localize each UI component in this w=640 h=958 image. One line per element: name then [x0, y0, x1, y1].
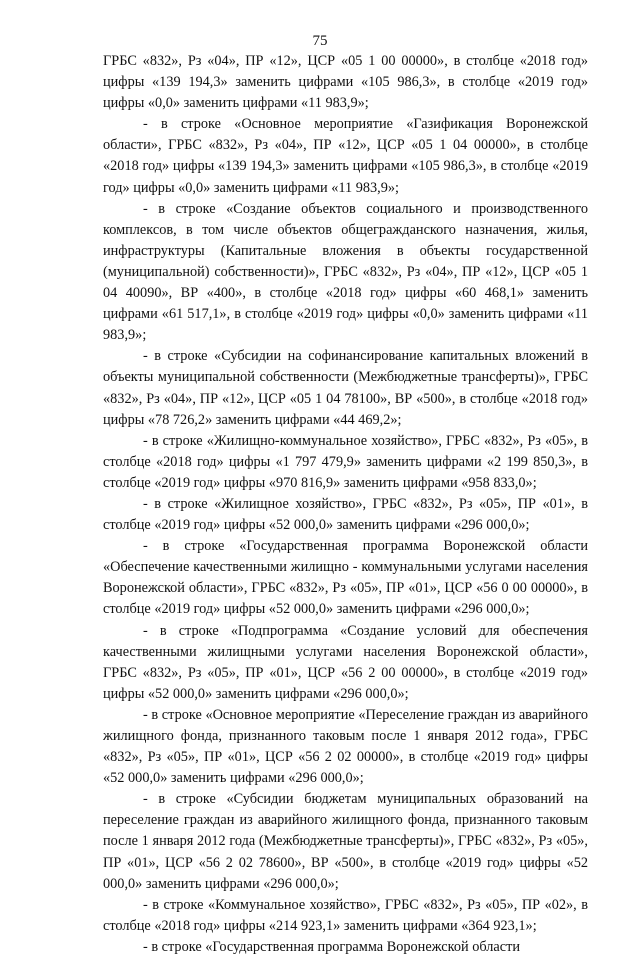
paragraph-resettlement-event: - в строке «Основное мероприятие «Переселение граждан из аварийного жилищного фонда, признанного таковым после 1 января 2012 года», ГРБС «832», Рз «05», ПР «01», ЦСР «56 2 02 00000», в столбце «2019 год» цифры «52 000,0» заменить цифрами «296 000,0»; — [103, 706, 588, 787]
paragraph-state-program: - в строке «Государственная программа Воронежской области «Обеспечение качественными жилищно - коммунальными услугами населения Воронежской области», ГРБС «832», Рз «05», ПР «01», ЦСР «56 0 00 00000», в столбце «2019 год» цифры «52 000,0» заменить цифрами «296 000,0»; — [103, 538, 588, 618]
paragraph-state-program-continued: - в строке «Государственная программа Воронежской области — [143, 938, 521, 955]
paragraph-housing: - в строке «Жилищное хозяйство», ГРБС «832», Рз «05», ПР «01», в столбце «2019 год» цифры «52 000,0» заменить цифрами «296 000,0»; — [103, 495, 588, 534]
paragraph-subprogram: - в строке «Подпрограмма «Создание условий для обеспечения качественными жилищными услугами населения Воронежской области», ГРБС «832», Рз «05», ПР «01», ЦСР «56 2 00 00000», в столбце «2019 год» цифры «52 000,0» заменить цифрами «296 000,0»; — [103, 622, 588, 702]
page-number: 75 — [312, 33, 328, 49]
paragraph-capital-investments: - в строке «Создание объектов социального и производственного комплексов, в том числе объектов общегражданского назначения, жилья, инфраструктуры (Капитальные вложения в объекты государственной (муниципальной) собственности)», ГРБС «832», Рз «04», ПР «12», ЦСР «05 1 04 40090», ВР «400», в столбце «2018 год» цифры «60 468,1» заменить цифрами «61 517,1», в столбце «2019 год» цифры «0,0» заменить цифрами «11 983,9»; — [103, 200, 588, 344]
paragraph-cofinancing-subsidies: - в строке «Субсидии на софинансирование капитальных вложений в объекты муниципальной собственности (Межбюджетные трансферты)», ГРБС «832», Рз «04», ПР «12», ЦСР «05 1 04 78100», ВР «500», в столбце «2018 год» цифры «78 726,2» заменить цифрами «44 469,2»; — [103, 348, 588, 428]
paragraph-resettlement-subsidies: - в строке «Субсидии бюджетам муниципальных образований на переселение граждан из аварийного жилищного фонда, признанного таковым после 1 января 2012 года (Межбюджетные трансферты)», ГРБС «832», Рз «05», ПР «01», ЦСР «56 2 02 78600», ВР «500», в столбце «2019 год» цифры «52 000,0» заменить цифрами «296 000,0»; — [103, 791, 588, 892]
paragraph-communal-services: - в строке «Коммунальное хозяйство», ГРБС «832», Рз «05», ПР «02», в столбце «2018 год» цифры «214 923,1» заменить цифрами «364 923,1»; — [103, 896, 588, 934]
paragraph-housing-utilities: - в строке «Жилищно-коммунальное хозяйство», ГРБС «832», Рз «05», в столбце «2018 год» цифры «1 797 479,9» заменить цифрами «2 199 850,3», в столбце «2019 год» цифры «970 816,9» заменить цифрами «958 833,0»; — [103, 432, 588, 491]
document-body — [103, 51, 588, 958]
paragraph-continuation: ГРБС «832», Рз «04», ПР «12», ЦСР «05 1 00 00000», в столбце «2018 год» цифры «139 194,3» заменить цифрами «105 986,3», в столбце «2019 год» цифры «0,0» заменить цифрами «11 983,9»; — [103, 53, 588, 112]
paragraph-gasification-event: - в строке «Основное мероприятие «Газификация Воронежской области», ГРБС «832», Рз «04», ПР «12», ЦСР «05 1 04 00000», в столбце «2018 год» цифры «139 194,3» заменить цифрами «105 986,3», в столбце «2019 год» цифры «0,0» заменить цифрами «11 983,9»; — [103, 116, 588, 196]
